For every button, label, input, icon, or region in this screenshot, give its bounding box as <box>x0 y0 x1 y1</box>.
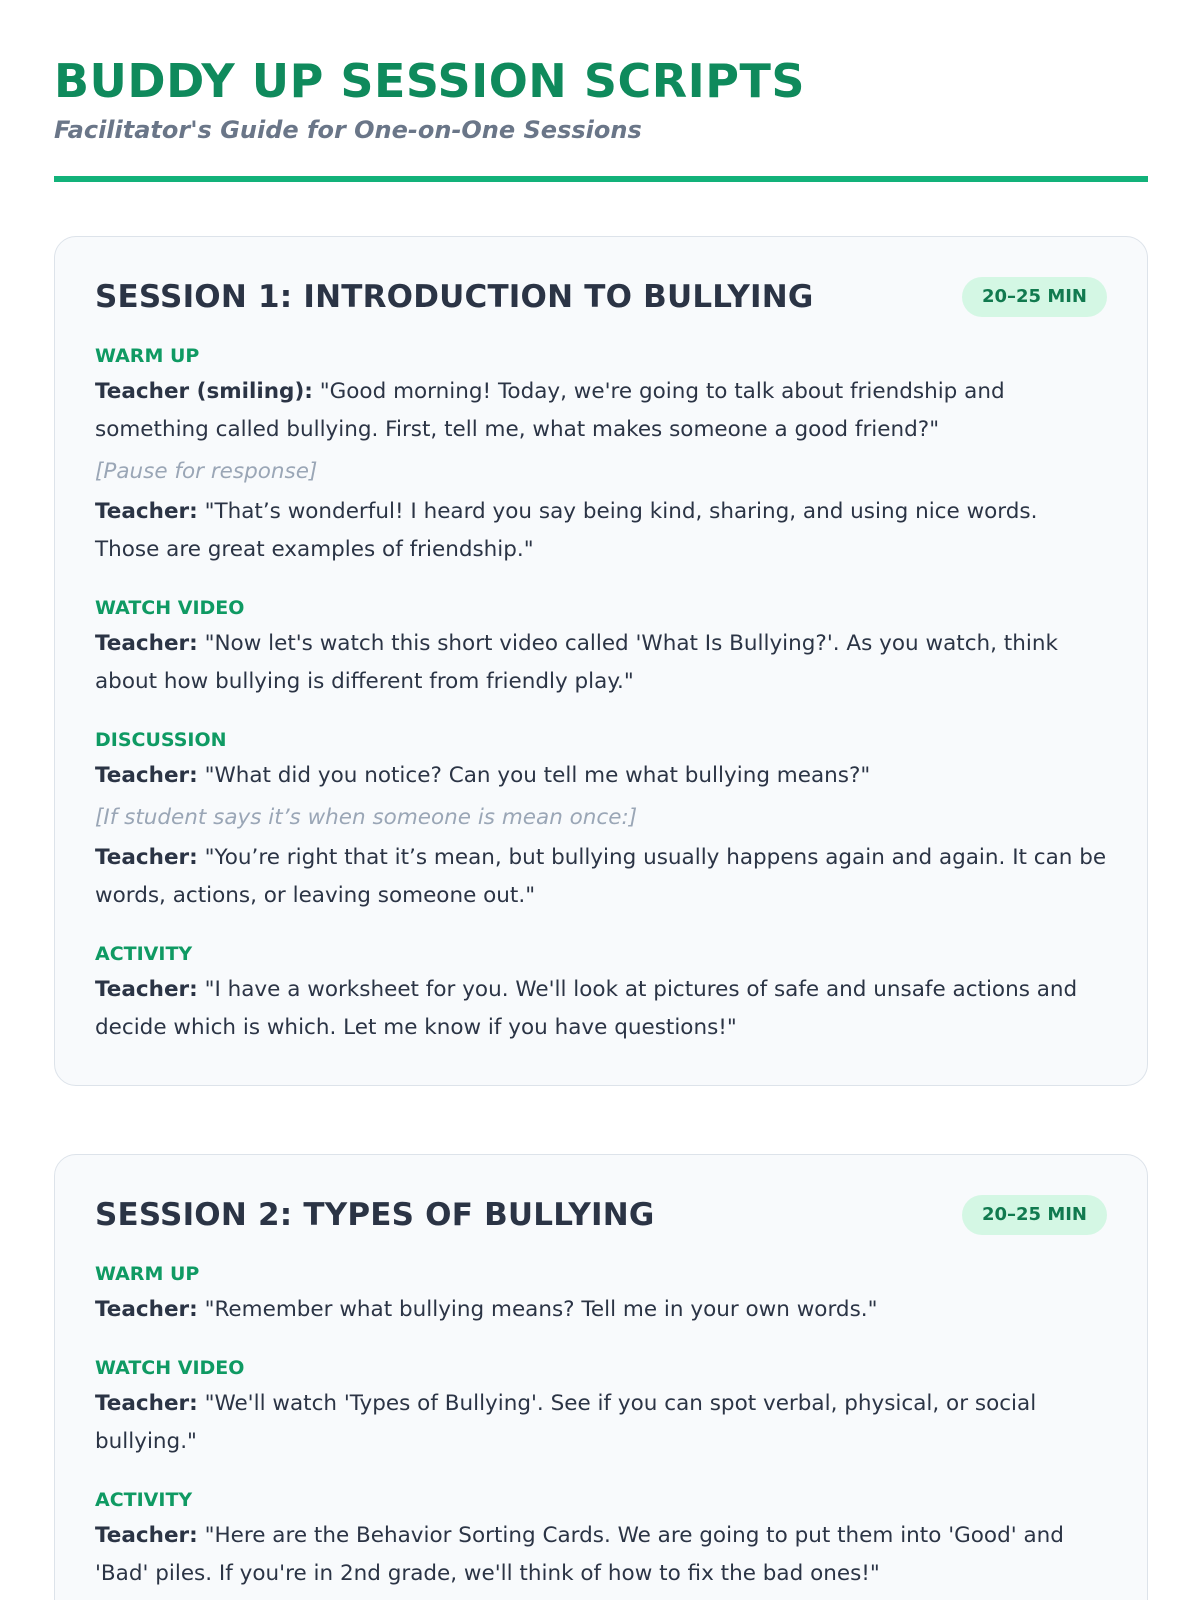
speaker-label: Teacher: <box>95 1523 198 1548</box>
session-title: SESSION 1: INTRODUCTION TO BULLYING <box>95 279 814 315</box>
dialogue-text: "Here are the Behavior Sorting Cards. We are going to put them into 'Good' and 'Bad' piles. If you're in 2nd grade, we'll think of how to fix the bad ones!" <box>95 1523 1064 1586</box>
session-header <box>95 1195 1107 1235</box>
speaker-label: Teacher: <box>95 1297 198 1322</box>
stage-cue: [Pause for response] <box>95 459 318 484</box>
section-watch-video <box>95 1355 1107 1461</box>
section-label: ACTIVITY <box>95 943 193 965</box>
script-line <box>95 1291 1107 1329</box>
document-title: BUDDY UP SESSION SCRIPTS <box>54 54 805 108</box>
section-label: WARM UP <box>95 345 200 367</box>
section-label: WATCH VIDEO <box>95 1357 245 1379</box>
speaker-label: Teacher: <box>95 977 198 1002</box>
duration-badge: 20–25 MIN <box>962 277 1107 317</box>
section-label: DISCUSSION <box>95 729 227 751</box>
document-header <box>54 54 1148 182</box>
session-title: SESSION 2: TYPES OF BULLYING <box>95 1197 655 1233</box>
script-line <box>95 373 1107 449</box>
section-watch-video <box>95 595 1107 701</box>
session-card-2 <box>54 1154 1148 1600</box>
dialogue-text: "That’s wonderful! I heard you say being kind, sharing, and using nice words. Those are great examples of friendship." <box>95 499 1038 562</box>
dialogue-text: "What did you notice? Can you tell me what bullying means?" <box>197 763 871 788</box>
dialogue-text: "You’re right that it’s mean, but bullying usually happens again and again. It can be words, actions, or leaving someone out." <box>95 845 1107 908</box>
section-label: WATCH VIDEO <box>95 597 245 619</box>
dialogue-text: "I have a worksheet for you. We'll look at pictures of safe and unsafe actions and decide which is which. Let me know if you have questions!" <box>95 977 1078 1040</box>
script-line <box>95 1385 1107 1461</box>
section-warm-up <box>95 1261 1107 1329</box>
document-subtitle: Facilitator's Guide for One-on-One Sessions <box>54 116 642 144</box>
script-line <box>95 971 1107 1047</box>
section-label: WARM UP <box>95 1263 200 1285</box>
script-line <box>95 757 1107 795</box>
dialogue-text: "Remember what bullying means? Tell me in your own words." <box>197 1297 878 1322</box>
section-activity <box>95 941 1107 1047</box>
section-warm-up <box>95 343 1107 569</box>
session-card-1 <box>54 236 1148 1086</box>
session-header <box>95 277 1107 317</box>
script-line <box>95 1517 1107 1593</box>
dialogue-text: "Now let's watch this short video called 'What Is Bullying?'. As you watch, think about how bullying is different from friendly play." <box>95 631 1058 694</box>
dialogue-text: "We'll watch 'Types of Bullying'. See if you can spot verbal, physical, or social bullying." <box>95 1391 1037 1454</box>
speaker-label: Teacher: <box>95 845 198 870</box>
speaker-label: Teacher (smiling): <box>95 379 313 404</box>
script-line <box>95 839 1107 915</box>
script-line <box>95 625 1107 701</box>
section-label: ACTIVITY <box>95 1489 193 1511</box>
speaker-label: Teacher: <box>95 499 198 524</box>
dialogue-text: "Good morning! Today, we're going to talk about friendship and something called bullying. First, tell me, what makes someone a good friend?" <box>95 379 1005 442</box>
section-activity <box>95 1487 1107 1593</box>
section-discussion <box>95 727 1107 915</box>
duration-badge: 20–25 MIN <box>962 1195 1107 1235</box>
script-line <box>95 493 1107 569</box>
speaker-label: Teacher: <box>95 763 198 788</box>
speaker-label: Teacher: <box>95 1391 198 1416</box>
stage-cue: [If student says it’s when someone is mean once:] <box>95 805 638 830</box>
speaker-label: Teacher: <box>95 631 198 656</box>
